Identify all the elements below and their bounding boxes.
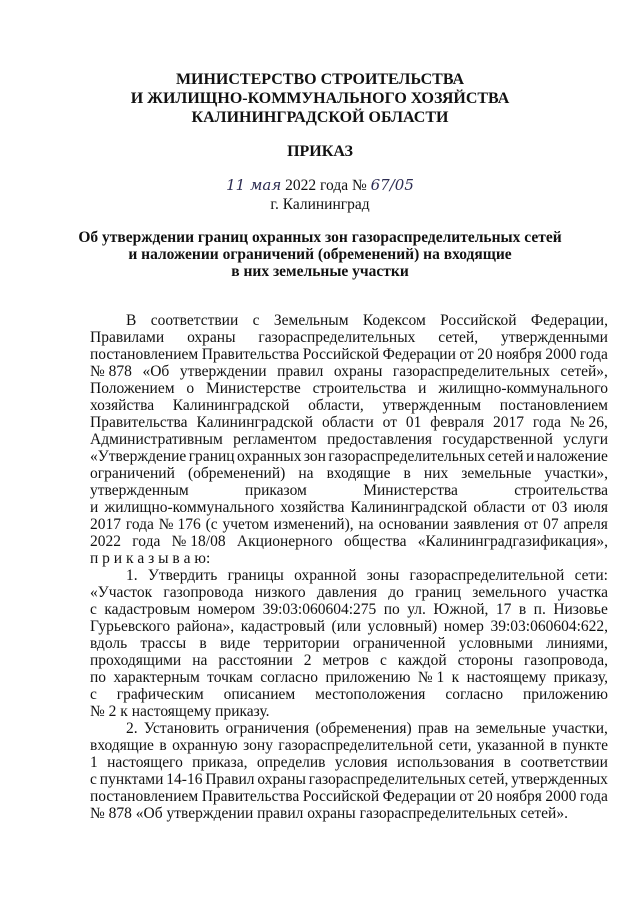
body-word: охраны (333, 363, 383, 380)
body-word: охранную (172, 737, 238, 754)
body-line (90, 669, 608, 686)
body-word: о (186, 380, 195, 397)
body-line (90, 380, 608, 397)
body-word: газопровода, (523, 652, 608, 669)
body-word: № 878 «Об утверждении правил охраны газораспределительных сетей». (90, 805, 568, 822)
order-subject (0, 229, 640, 280)
body-word: в (518, 601, 527, 618)
body-word: газораспределительных (258, 329, 416, 346)
ministry-header-line: И ЖИЛИЩНО-КОММУНАЛЬНОГО ХОЗЯЙСТВА (130, 90, 510, 107)
body-word: соответствии (150, 312, 239, 329)
body-word: правил (277, 363, 324, 380)
body-word: настоящему (466, 669, 547, 686)
order-city: г. Калининград (270, 196, 370, 213)
body-word: Федерации, (530, 312, 608, 329)
body-word: услуги (563, 431, 608, 448)
body-word: низкого (254, 584, 306, 601)
body-word: трассы (140, 635, 187, 652)
body-line (90, 601, 608, 618)
body-word: границ (188, 448, 235, 465)
body-word: Федерации (382, 346, 456, 363)
body-word: области (321, 414, 374, 431)
body-word: года (532, 414, 561, 431)
body-word: сети: (574, 567, 608, 584)
ministry-header-line: МИНИСТЕРСТВО СТРОИТЕЛЬСТВА (175, 71, 465, 88)
body-word: (обременения) (315, 720, 412, 737)
body-word: строительства (312, 380, 407, 397)
handwritten-date: 11 мая (226, 176, 282, 194)
body-line (90, 635, 608, 652)
body-line (90, 465, 608, 482)
body-word: зоны (366, 567, 400, 584)
body-word: 17 (495, 601, 512, 618)
body-word: границы (227, 567, 284, 584)
body-line (90, 346, 608, 363)
body-word: 2000 (545, 788, 577, 805)
body-word: Правительства (90, 414, 188, 431)
body-word: метров (322, 652, 369, 669)
body-word: наложение (536, 448, 608, 465)
body-word: газопровода (163, 584, 244, 601)
body-word: 1. (126, 567, 138, 584)
body-word: Низовье (553, 601, 608, 618)
body-word: от (523, 516, 539, 533)
body-line (90, 516, 608, 533)
body-word: каждой (397, 652, 447, 669)
body-word: в (199, 635, 207, 652)
body-word: области, (308, 397, 364, 414)
body-word: Южной, (433, 601, 489, 618)
body-word: расстоянии (218, 652, 293, 669)
body-word: «Участок (90, 584, 153, 601)
body-line (90, 312, 608, 329)
body-word: газораспределительных (392, 363, 550, 380)
body-word: Административным (90, 431, 223, 448)
body-word: земельные (461, 465, 532, 482)
body-word: ограниченной (352, 635, 446, 652)
subject-line: Об утверждении границ охранных зон газораспределительных сетей (78, 229, 562, 246)
body-word: утвержденными (500, 329, 608, 346)
body-word: 2000 (545, 346, 577, 363)
body-word: прав (417, 720, 449, 737)
body-word: Правилами (90, 329, 165, 346)
body-word: линиями, (546, 635, 608, 652)
body-word: графическим (116, 686, 204, 703)
body-word: ноября (496, 346, 542, 363)
body-word: 07 (543, 516, 559, 533)
body-word: В (126, 312, 137, 329)
body-line (90, 584, 608, 601)
body-word: года (579, 346, 608, 363)
body-line (90, 652, 608, 669)
body-word: 2 (303, 652, 312, 669)
body-word: «Об (142, 363, 170, 380)
body-word: охраны (187, 329, 236, 346)
body-word: № 878 (90, 363, 132, 380)
body-word: в (403, 465, 411, 482)
body-word: сети, (438, 737, 472, 754)
body-word: от (531, 499, 546, 516)
body-word: п. (533, 601, 546, 618)
body-word: 2017 (493, 414, 525, 431)
body-word: Правил (205, 771, 255, 788)
body-word: к (451, 669, 460, 686)
body-word: «Калининградгазификация», (417, 533, 608, 550)
body-word: зон (303, 448, 326, 465)
body-word: сетей (487, 448, 524, 465)
body-word: согласно (260, 669, 319, 686)
body-word: участки, (552, 720, 608, 737)
body-word: по (90, 669, 107, 686)
body-word: в (549, 737, 558, 754)
order-title: ПРИКАЗ (287, 143, 353, 160)
body-word: утвержденным (90, 482, 189, 499)
body-word: ограничений (90, 465, 175, 482)
body-word: территории (263, 635, 340, 652)
body-word: местоположения (315, 686, 426, 703)
body-word: сетей, (468, 771, 509, 788)
body-word: от (459, 788, 474, 805)
body-word: 2. (126, 720, 138, 737)
body-word: хозяйства (90, 397, 155, 414)
body-word: газораспределительной (278, 737, 434, 754)
body-line (90, 737, 608, 754)
body-word: района», (176, 618, 235, 635)
body-word: с (90, 686, 97, 703)
body-word: определив (256, 754, 326, 771)
body-word: на (454, 720, 470, 737)
body-word: Правительства (201, 346, 300, 363)
body-line (90, 771, 608, 788)
body-word: на (298, 465, 314, 482)
body-word: сетей», (560, 363, 608, 380)
handwritten-order-number: 67/05 (370, 176, 414, 194)
body-word: приказу, (553, 669, 608, 686)
body-word: Министерстве (205, 380, 301, 397)
body-word: года (579, 788, 608, 805)
body-word: «Утверждение (90, 448, 187, 465)
body-word: указанной (476, 737, 545, 754)
body-line (90, 550, 608, 567)
body-word: кадастровым (104, 601, 191, 618)
body-word: года (132, 533, 161, 550)
body-line (90, 703, 608, 720)
body-word: на (192, 652, 208, 669)
body-word: соответствии (520, 754, 608, 771)
body-word: жилищно-коммунального (438, 380, 608, 397)
subject-line: в них земельные участки (231, 263, 409, 280)
body-word: от (459, 346, 474, 363)
body-word: и (418, 380, 427, 397)
body-word: Установить (143, 720, 220, 737)
body-word: до (388, 584, 404, 601)
body-word: июля (573, 499, 608, 516)
body-word: входящие (90, 737, 154, 754)
body-word: приложению (325, 669, 411, 686)
body-word: земельного (472, 584, 547, 601)
body-line (90, 720, 608, 737)
body-word: Российской (302, 788, 380, 805)
body-word: Положением (90, 380, 175, 397)
body-word: проходящими (90, 652, 182, 669)
body-word: Федерации (382, 788, 456, 805)
body-word: приказа, (192, 754, 248, 771)
body-word: в (159, 737, 167, 754)
body-word: жилищно-коммунального (104, 499, 275, 516)
body-word: Калининградской (172, 397, 290, 414)
body-word: зону (243, 737, 273, 754)
body-word: по (383, 601, 400, 618)
body-word: пункте (562, 737, 608, 754)
body-line (90, 567, 608, 584)
body-word: и (90, 499, 99, 516)
body-word: Акционерного (236, 533, 333, 550)
body-word: 01 (405, 414, 422, 431)
body-line (90, 482, 608, 499)
body-word: виде (219, 635, 251, 652)
body-word: Утвердить (147, 567, 218, 584)
body-word: газораспределительной (409, 567, 565, 584)
body-line (90, 788, 608, 805)
body-word: Кодексом (362, 312, 426, 329)
body-word: газораспределительных (328, 448, 486, 465)
body-word: хозяйства (280, 499, 345, 516)
body-line (90, 397, 608, 414)
body-word: приказом (245, 482, 307, 499)
body-word: Калининградской (196, 414, 314, 431)
body-word: с (252, 312, 260, 329)
body-word: них (423, 465, 449, 482)
body-word: регламентом (233, 431, 317, 448)
order-date-line (0, 176, 640, 195)
body-line (90, 431, 608, 448)
body-word: Министерства (363, 482, 458, 499)
body-word: 39:03:060604:275 (262, 601, 377, 618)
body-word: с (90, 771, 97, 788)
body-word: условными (458, 635, 533, 652)
body-word: ограничения (225, 720, 310, 737)
body-word: апреля (563, 516, 608, 533)
body-word: вдоль (90, 635, 128, 652)
body-word: № 26, (569, 414, 608, 431)
body-word: общества (343, 533, 407, 550)
body-word: границ (415, 584, 462, 601)
body-line (90, 448, 608, 465)
body-word: условный) (367, 618, 438, 635)
body-word: строительства (514, 482, 608, 499)
order-body-text (90, 312, 608, 822)
body-line (90, 686, 608, 703)
body-line (90, 499, 608, 516)
body-word: Калининградской (350, 499, 468, 516)
subject-line: и наложении ограничений (обременений) на входящие (128, 246, 512, 263)
body-word: Гурьевского (90, 618, 171, 635)
body-word: № 176 (158, 516, 201, 533)
body-word: п р и к а з ы в а ю: (90, 550, 211, 567)
body-word: постановлением (499, 397, 608, 414)
body-word: номер (443, 618, 484, 635)
body-word: 39:03:060604:622, (490, 618, 608, 635)
body-word: точкам (207, 669, 253, 686)
body-word: государственной (442, 431, 553, 448)
body-word: пунктами (99, 771, 164, 788)
body-word: Российской (440, 312, 517, 329)
body-word: давления (316, 584, 378, 601)
body-word: предоставления (327, 431, 433, 448)
body-word: номером (197, 601, 256, 618)
body-line (90, 533, 608, 550)
body-word: основании (378, 516, 449, 533)
body-word: 2022 (90, 533, 121, 550)
body-word: ноября (496, 788, 542, 805)
body-word: настоящего (107, 754, 183, 771)
body-word: утвержденных (511, 771, 608, 788)
body-word: области (473, 499, 526, 516)
body-word: 20 (477, 346, 493, 363)
body-word: характерным (113, 669, 200, 686)
body-word: (или (331, 618, 362, 635)
body-word: изменений), (273, 516, 354, 533)
body-word: 03 (551, 499, 568, 516)
body-word: 2017 (90, 516, 121, 533)
body-word: (обременений) (187, 465, 286, 482)
body-word: на (358, 516, 374, 533)
body-word: Земельным (273, 312, 349, 329)
body-word: участка (557, 584, 608, 601)
body-word: года (125, 516, 154, 533)
body-word: участки», (544, 465, 608, 482)
body-word: ул. (407, 601, 426, 618)
body-word: Российской (302, 346, 380, 363)
body-word: использования (397, 754, 495, 771)
body-word: с (90, 601, 97, 618)
body-line (90, 329, 608, 346)
body-word: охранных (236, 448, 302, 465)
body-line (90, 618, 608, 635)
body-word: постановлением (90, 788, 199, 805)
body-word: от (382, 414, 397, 431)
body-line (90, 805, 608, 822)
body-line (90, 414, 608, 431)
body-word: охранной (294, 567, 357, 584)
printed-date: 2022 года № (285, 177, 367, 194)
body-word: февраля (430, 414, 485, 431)
body-word: земельные (475, 720, 546, 737)
body-word: согласно (445, 686, 504, 703)
body-word: и (525, 448, 535, 465)
body-word: входящие (326, 465, 391, 482)
body-word: приложению (522, 686, 608, 703)
body-word: 1 (90, 754, 98, 771)
ministry-header (0, 70, 640, 127)
body-word: № 1 (417, 669, 445, 686)
body-word: газораспределительных (308, 771, 466, 788)
body-word: охраны (257, 771, 306, 788)
body-word: утверждении (179, 363, 267, 380)
body-word: учетом (222, 516, 269, 533)
body-line (90, 363, 608, 380)
body-word: № 18/08 (171, 533, 226, 550)
body-word: постановлением (90, 346, 199, 363)
body-word: описанием (223, 686, 296, 703)
body-word: с (379, 652, 387, 669)
body-line (90, 754, 608, 771)
body-word: заявления (453, 516, 519, 533)
body-word: 20 (477, 788, 493, 805)
body-word: стороны (457, 652, 514, 669)
body-word: Правительства (201, 788, 300, 805)
body-word: утвержденным (382, 397, 482, 414)
body-word: 14-16 (166, 771, 203, 788)
body-word: условия (334, 754, 388, 771)
body-word: сетей, (438, 329, 479, 346)
body-word: № 2 к настоящему приказу. (90, 703, 270, 720)
body-word: в (503, 754, 511, 771)
ministry-header-line: КАЛИНИНГРАДСКОЙ ОБЛАСТИ (191, 109, 449, 126)
body-word: (с (205, 516, 218, 533)
body-word: кадастровый (240, 618, 326, 635)
